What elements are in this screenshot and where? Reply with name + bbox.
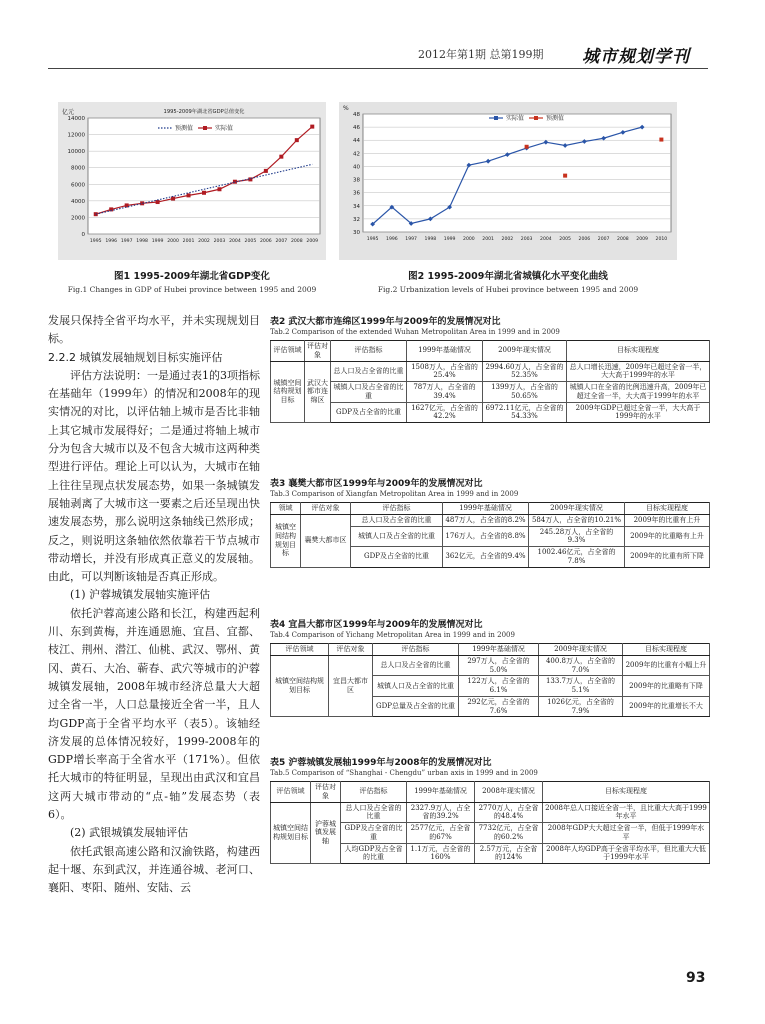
table-cell-domain: 城镇空间结构规划目标 xyxy=(271,655,329,717)
table-cell-object: 襄樊大都市区 xyxy=(301,514,351,567)
table-row xyxy=(271,402,710,423)
table-4-grid xyxy=(270,643,710,717)
legend-label: 预测值 xyxy=(546,115,565,122)
table-cell: GDP总量及占全省的比重 xyxy=(373,696,459,717)
table-cell-domain: 城镇空间结构规划目标 xyxy=(271,361,305,423)
paragraph: 依托沪蓉高速公路和长江，构建西起利川、东到黄梅，并连通恩施、宜昌、宜都、枝江、荆州、潜江、仙桃、武汉、鄂州、黄冈、黄石、大冶、蕲春、武穴等城市的沪蓉城镇发展轴，2008年城市经济总量大大超过全省一半，人口总量接近全省一半，且人均GDP高于全省平均水平（表5）。该轴经济发展的总体情况较好，1999-2008年的GDP增长率高于全省水平（171%）。但依托大城市的特征明显，呈现出由武汉和宜昌这两大城市带动的“点-轴”发展态势（表6）。 xyxy=(48,606,260,822)
y-tick-label: 6000 xyxy=(71,182,85,189)
table-cell: 城镇人口及占全省的比重 xyxy=(351,526,443,547)
y-tick-label: 12000 xyxy=(67,132,85,139)
table-row xyxy=(271,655,710,676)
y-tick-label: 8000 xyxy=(71,165,85,172)
table-5-grid xyxy=(270,781,710,864)
table-cell: 787万人，占全省的39.4% xyxy=(407,382,483,403)
x-tick-label: 2002 xyxy=(501,237,514,242)
table-header: 评估指标 xyxy=(331,341,407,362)
table-cell: 297万人，占全省的5.0% xyxy=(459,655,539,676)
table-cell: 2008年总人口接近全省一半，且比重大大高于1999年水平 xyxy=(543,802,710,823)
figure-1-caption-en: Fig.1 Changes in GDP of Hubei province between 1995 and 2009 xyxy=(67,285,317,294)
x-tick-label: 2004 xyxy=(229,239,241,244)
table-header: 评估领域 xyxy=(271,341,305,362)
table-3 xyxy=(270,476,710,568)
table-header: 评估对象 xyxy=(305,341,331,362)
table-5-title: 表5 沪蓉城镇发展轴1999年与2008年的发展情况对比 xyxy=(270,758,492,768)
table-header: 评估对象 xyxy=(311,782,341,803)
data-point xyxy=(217,187,221,191)
table-cell: GDP及占全省的比重 xyxy=(351,547,443,568)
y-axis-unit: 亿元 xyxy=(62,109,75,116)
table-header: 2009年现实情况 xyxy=(529,503,625,515)
table-cell: 1399万人，占全省的50.65% xyxy=(483,382,567,403)
table-cell: 2009年的比重有小幅上升 xyxy=(623,655,710,676)
data-point xyxy=(156,200,160,204)
table-cell-object: 武汉大都市连绵区 xyxy=(305,361,331,423)
x-tick-label: 2001 xyxy=(182,239,195,244)
table-cell: 122万人，占全省的6.1% xyxy=(459,676,539,697)
running-header xyxy=(0,40,765,70)
x-tick-label: 1995 xyxy=(366,237,379,242)
table-cell: 245.28万人，占全省的9.3% xyxy=(529,526,625,547)
table-header: 评估对象 xyxy=(301,503,351,515)
x-tick-label: 2004 xyxy=(540,237,552,242)
table-cell: 2327.9万人，占全省的39.2% xyxy=(407,802,475,823)
table-cell: 城镇人口在全省的比例迅速升高，2009年已超过全省一半，大大高于1999年的水平 xyxy=(567,382,710,403)
table-cell-domain: 城镇空间结构规划目标 xyxy=(271,514,301,567)
table-cell: 总人口及占全省的比重 xyxy=(331,361,407,382)
table-cell: 584万人，占全省的10.21% xyxy=(529,514,625,526)
x-tick-label: 2009 xyxy=(306,239,319,244)
data-point xyxy=(525,145,529,149)
table-header: 2009年现实情况 xyxy=(539,644,623,656)
legend-label: 预测值 xyxy=(175,125,194,132)
data-point xyxy=(187,193,191,197)
x-tick-label: 2003 xyxy=(213,239,226,244)
table-cell: 1.1万元，占全省的160% xyxy=(407,843,475,864)
table-cell: GDP及占全省的比重 xyxy=(331,402,407,423)
table-2 xyxy=(270,314,710,423)
y-tick-label: 34 xyxy=(353,203,360,210)
table-header: 目标实现程度 xyxy=(567,341,710,362)
table-cell: 1026亿元，占全省的7.9% xyxy=(539,696,623,717)
table-cell: 2009年的比重增长不大 xyxy=(623,696,710,717)
table-cell: 2009年的比重略有上升 xyxy=(625,526,710,547)
x-tick-label: 2007 xyxy=(275,239,288,244)
chart-title: 1995-2009年湖北省GDP总值变化 xyxy=(163,109,245,115)
table-header: 目标实现程度 xyxy=(543,782,710,803)
x-tick-label: 1996 xyxy=(386,237,398,242)
x-tick-label: 2002 xyxy=(198,239,210,244)
table-cell: 2577亿元，占全省的67% xyxy=(407,823,475,844)
table-header: 1999年基础情况 xyxy=(443,503,529,515)
table-row xyxy=(271,802,710,823)
x-tick-label: 2005 xyxy=(559,237,571,242)
table-cell: 总人口及占全省的比重 xyxy=(373,655,459,676)
table-cell-domain: 城镇空间结构规划目标 xyxy=(271,802,311,864)
table-row xyxy=(271,514,710,526)
urbanization-chart xyxy=(339,102,677,260)
paragraph: 评估方法说明：一是通过表1的3项指标在基础年（1999年）的情况和2008年的现实情况的对比，以评估轴上城市是否比非轴上其它城市发展得好；二是通过将轴上城市分为包含大城市以及不包含大城市这两种类型进行评估。理论上可以认为，大城市在轴上往往呈现点状发展态势，如果一条城镇发展轴剥离了大城市这一要素之后还呈现出快速发展态势，那么说明这条轴线已然形成；反之，则说明这条轴依然依靠若干节点城市带动增长，并没有形成真正意义的发展轴。由此，可以判断该轴是否真正形成。 xyxy=(48,368,260,584)
x-tick-label: 1998 xyxy=(424,237,437,242)
table-cell: 2009年的比重略有下降 xyxy=(623,676,710,697)
table-cell-object: 沪蓉城镇发展轴 xyxy=(311,802,341,864)
data-point xyxy=(563,174,567,178)
legend-marker xyxy=(534,116,538,120)
plot-area xyxy=(88,118,320,234)
table-header: 评估指标 xyxy=(373,644,459,656)
data-point xyxy=(279,155,283,159)
y-tick-label: 32 xyxy=(353,216,360,223)
table-cell: 2009年的比重有上升 xyxy=(625,514,710,526)
subsection-heading: (1) 沪蓉城镇发展轴实施评估 xyxy=(70,588,211,602)
table-cell: 总人口及占全省的比重 xyxy=(351,514,443,526)
legend-marker xyxy=(203,126,207,130)
y-tick-label: 40 xyxy=(353,164,360,171)
x-tick-label: 2008 xyxy=(290,239,303,244)
figure-2-caption xyxy=(339,268,677,294)
x-tick-label: 2006 xyxy=(260,239,272,244)
page-number: 93 xyxy=(686,970,706,986)
legend-label: 实际值 xyxy=(506,115,525,122)
body-text-column xyxy=(48,312,260,898)
table-header: 2008年现实情况 xyxy=(475,782,543,803)
table-3-title: 表3 襄樊大都市区1999年与2009年的发展情况对比 xyxy=(270,479,483,489)
table-cell: 城镇人口及占全省的比重 xyxy=(331,382,407,403)
x-tick-label: 1999 xyxy=(151,239,164,244)
y-tick-label: 30 xyxy=(353,230,360,236)
table-cell: 400.8万人，占全省的7.0% xyxy=(539,655,623,676)
table-cell: 292亿元，占全省的7.6% xyxy=(459,696,539,717)
table-2-subtitle: Tab.2 Comparison of the extended Wuhan Metropolitan Area in 1999 and in 2009 xyxy=(270,328,560,336)
x-tick-label: 2000 xyxy=(167,239,179,244)
y-tick-label: 48 xyxy=(353,112,360,118)
y-tick-label: 46 xyxy=(353,125,360,132)
table-cell: 2009年GDP已超过全省一半，大大高于1999年的水平 xyxy=(567,402,710,423)
table-4-title: 表4 宜昌大都市区1999年与2009年的发展情况对比 xyxy=(270,620,483,630)
table-cell: 1508万人，占全省的25.4% xyxy=(407,361,483,382)
data-point xyxy=(295,138,299,142)
table-header: 评估领域 xyxy=(271,644,329,656)
y-axis-unit: % xyxy=(343,105,349,112)
table-cell: 人均GDP及占全省的比重 xyxy=(341,843,407,864)
table-header: 评估指标 xyxy=(341,782,407,803)
paragraph: 依托武银高速公路和汉渝铁路，构建西起十堰、东到武汉，并连通谷城、老河口、襄阳、枣阳、随州、安陆、云 xyxy=(48,844,260,895)
x-tick-label: 2000 xyxy=(463,237,475,242)
y-tick-label: 38 xyxy=(353,177,360,184)
issue-info: 2012年第1期 总第199期 xyxy=(418,48,544,61)
table-4 xyxy=(270,617,710,717)
table-header: 1999年基础情况 xyxy=(407,782,475,803)
table-header: 1999年基础情况 xyxy=(407,341,483,362)
x-tick-label: 1995 xyxy=(89,239,102,244)
table-3-grid xyxy=(270,502,710,568)
x-tick-label: 1998 xyxy=(136,239,148,244)
x-tick-label: 2008 xyxy=(617,237,629,242)
table-cell: 2770万人，占全省的48.4% xyxy=(475,802,543,823)
table-cell: 7732亿元，占全省的60.2% xyxy=(475,823,543,844)
table-cell: 2008年GDP大大超过全省一半，但低于1999年水平 xyxy=(543,823,710,844)
table-cell: 城镇人口及占全省的比重 xyxy=(373,676,459,697)
data-point xyxy=(202,191,206,195)
table-cell: 2994.60万人，占全省的52.35% xyxy=(483,361,567,382)
table-header: 领域 xyxy=(271,503,301,515)
table-cell: 总人口增长迅速，2009年已超过全省一半，大大高于1999年的水平 xyxy=(567,361,710,382)
table-header: 目标实现程度 xyxy=(625,503,710,515)
table-cell: 6972.11亿元，占全省的54.33% xyxy=(483,402,567,423)
y-tick-label: 44 xyxy=(353,138,360,145)
table-cell: 362亿元，占全省的9.4% xyxy=(443,547,529,568)
x-tick-label: 1996 xyxy=(105,239,118,244)
table-header: 目标实现程度 xyxy=(623,644,710,656)
y-tick-label: 36 xyxy=(353,190,360,197)
table-cell: 176万人，占全省的8.8% xyxy=(443,526,529,547)
table-header: 1999年基础情况 xyxy=(459,644,539,656)
figure-1-caption xyxy=(58,268,326,294)
data-point xyxy=(264,169,268,173)
x-tick-label: 2009 xyxy=(636,237,648,242)
table-cell: 2.57万元，占全省的124% xyxy=(475,843,543,864)
y-tick-label: 0 xyxy=(81,232,85,238)
table-cell: 133.7万人，占全省的5.1% xyxy=(539,676,623,697)
table-2-title: 表2 武汉大都市连绵区1999年与2009年的发展情况对比 xyxy=(270,317,501,327)
figure-1-caption-zh: 图1 1995-2009年湖北省GDP变化 xyxy=(114,271,270,282)
x-tick-label: 2006 xyxy=(578,237,591,242)
table-cell: 总人口及占全省的比重 xyxy=(341,802,407,823)
x-tick-label: 2010 xyxy=(655,237,668,242)
table-cell: 1002.46亿元，占全省的7.8% xyxy=(529,547,625,568)
table-cell: 2009年的比重有所下降 xyxy=(625,547,710,568)
header-rule xyxy=(48,68,708,69)
y-tick-label: 42 xyxy=(353,151,360,158)
data-point xyxy=(310,125,314,129)
figure-2 xyxy=(339,102,677,260)
y-tick-label: 2000 xyxy=(71,215,85,222)
table-header: 评估领域 xyxy=(271,782,311,803)
table-cell-object: 宜昌大都市区 xyxy=(329,655,373,717)
subsection-heading: (2) 武银城镇发展轴评估 xyxy=(70,826,189,840)
table-header: 评估对象 xyxy=(329,644,373,656)
table-5 xyxy=(270,755,710,864)
legend-label: 实际值 xyxy=(215,125,234,132)
table-5-subtitle: Tab.5 Comparison of “Shanghai - Chengdu” urban axis in 1999 and in 2009 xyxy=(270,769,538,777)
table-4-subtitle: Tab.4 Comparison of Yichang Metropolitan Area in 1999 and in 2009 xyxy=(270,631,515,639)
paragraph: 发展只保持全省平均水平，并未实现规划目标。 xyxy=(48,314,260,346)
figure-2-caption-en: Fig.2 Urbanization levels of Hubei province between 1995 and 2009 xyxy=(377,285,639,294)
data-point xyxy=(171,197,175,201)
gdp-chart xyxy=(58,102,326,260)
table-cell: 487万人，占全省的8.2% xyxy=(443,514,529,526)
data-point xyxy=(659,138,663,142)
table-cell: 2008年人均GDP高于全省平均水平，但比重大大低于1999年水平 xyxy=(543,843,710,864)
x-tick-label: 1999 xyxy=(443,237,456,242)
table-row xyxy=(271,361,710,382)
x-tick-label: 2003 xyxy=(520,237,533,242)
table-2-grid xyxy=(270,340,710,423)
x-tick-label: 1997 xyxy=(405,237,417,242)
x-tick-label: 1997 xyxy=(120,239,133,244)
figure-2-caption-zh: 图2 1995-2009年湖北省城镇化水平变化曲线 xyxy=(408,271,608,282)
y-tick-label: 14000 xyxy=(67,116,85,122)
figure-1 xyxy=(58,102,326,260)
section-heading: 2.2.2 城镇发展轴规划目标实施评估 xyxy=(48,350,223,364)
journal-logo: 城市规划学刊 xyxy=(582,47,690,67)
table-row xyxy=(271,382,710,403)
legend-marker xyxy=(494,116,498,120)
y-tick-label: 10000 xyxy=(67,149,85,156)
table-header: 评估指标 xyxy=(351,503,443,515)
y-tick-label: 4000 xyxy=(71,198,85,205)
x-tick-label: 2001 xyxy=(482,237,494,242)
table-cell: GDP及占全省的比重 xyxy=(341,823,407,844)
table-3-subtitle: Tab.3 Comparison of Xiangfan Metropolitan Area in 1999 and in 2009 xyxy=(270,490,519,498)
x-tick-label: 2007 xyxy=(597,237,610,242)
table-header: 2009年现实情况 xyxy=(483,341,567,362)
x-tick-label: 2005 xyxy=(244,239,257,244)
table-cell: 1627亿元，占全省的42.2% xyxy=(407,402,483,423)
